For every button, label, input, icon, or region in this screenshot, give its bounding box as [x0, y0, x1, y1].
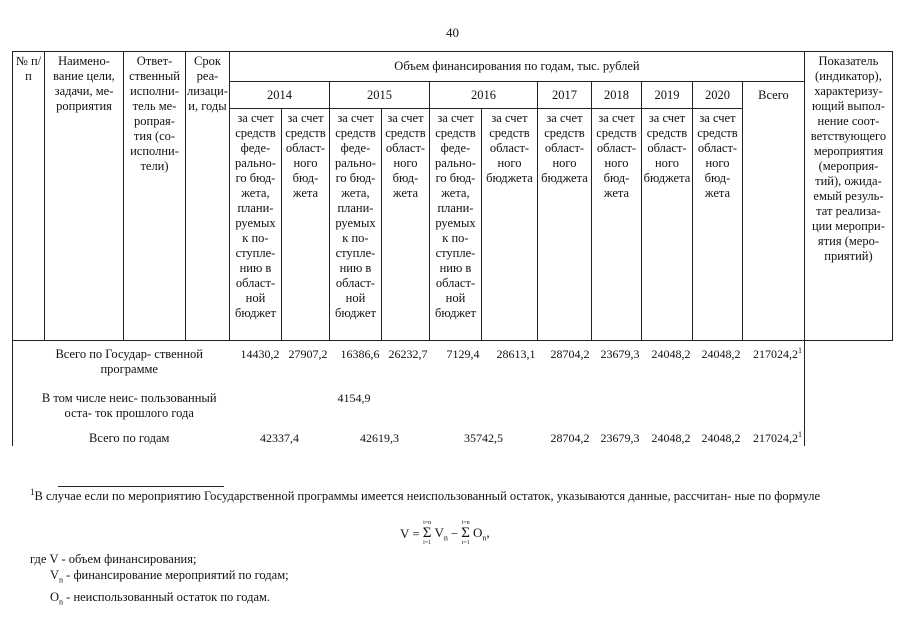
cell-value: 16386,6	[340, 347, 380, 361]
source-reg-2016: за счет средств област- ного бюджета	[481, 109, 537, 341]
row-label: В том числе неис- пользованный оста- ток прошлого года	[13, 391, 230, 421]
year-header-2018: 2018	[591, 82, 641, 109]
year-header-2019: 2019	[641, 82, 692, 109]
source-reg-2019: за счет средств област- ного бюджета	[641, 109, 692, 341]
source-reg-2015: за счет средств област- ного бюд- жета	[381, 109, 429, 341]
formula: V = i=n Σ i=1 $V_n$ − i=n Σ i=1 $O_n$,	[400, 520, 490, 546]
source-fed-2016: за счет средств феде- рально- го бюд- жета, плани- руемых к по- ступле- нию в област- ной бюджет	[429, 109, 481, 341]
year-header-2015: 2015	[329, 82, 429, 109]
cell-total: 217024,2$^1$	[742, 431, 804, 446]
col-responsible-header: Ответ- ственный исполни- тель ме- ропрaя- тия (со- исполни- тели)	[124, 52, 186, 341]
cell-value: 7129,4	[446, 347, 480, 361]
legend-line-vn: $V_n$ - финансирование мероприятий по годам;	[50, 568, 289, 585]
row-label: Всего по Государ- ственной программе	[13, 347, 230, 377]
cell-value: 14430,2	[240, 347, 280, 361]
footnote-text: $^1$В случае если по мероприятию Государственной программы имеется неиспользованный остаток, указываются данные, рассчитан- ные по формуле	[30, 486, 821, 503]
sum-symbol: i=n Σ i=1	[422, 520, 432, 546]
col-num-header: № п/п	[13, 52, 45, 341]
financing-table	[12, 51, 893, 446]
cell-value: 28613,1	[496, 347, 536, 361]
cell-value: 23679,3	[600, 347, 640, 361]
source-reg-2018: за счет средств област- ного бюд- жета	[591, 109, 641, 341]
cell-value: 24048,2	[701, 431, 741, 445]
cell-value: 24048,2	[651, 431, 691, 445]
source-reg-2014: за счет средств област- ного бюд- жета	[281, 109, 329, 341]
cell-value: 42619,3	[359, 431, 399, 445]
source-fed-2015: за счет средств феде- рально- го бюд- жета, плани- руемых к по- ступле- нию в област- ной бюджет	[329, 109, 381, 341]
table-row-unused-balance	[13, 391, 893, 421]
col-indicator-header: Показатель (индикатор), характеризу- ющий выпол- нение соот- ветствующего мероприятия (мероприя- тий), ожида- емый резуль- тат реализа- ции меропри- ятия (меро- приятий)	[804, 52, 892, 341]
year-header-2020: 2020	[692, 82, 742, 109]
cell-value: 24048,2	[701, 347, 741, 361]
cell-value: 28704,2	[550, 431, 590, 445]
year-header-2014: 2014	[229, 82, 329, 109]
table-row-total-program	[13, 347, 893, 377]
page-number: 40	[446, 25, 459, 40]
year-header-2017: 2017	[537, 82, 591, 109]
col-name-header: Наимено- вание цели, задачи, ме- роприятия	[45, 52, 124, 341]
sum-symbol: i=n Σ i=1	[461, 520, 470, 546]
cell-value: 23679,3	[600, 431, 640, 445]
source-reg-2017: за счет средств област- ного бюджета	[537, 109, 591, 341]
source-reg-2020: за счет средств област- ного бюд- жета	[692, 109, 742, 341]
cell-value: 28704,2	[550, 347, 590, 361]
cell-value: 42337,4	[259, 431, 299, 445]
year-header-2016: 2016	[429, 82, 537, 109]
table-row-total-by-years	[13, 431, 893, 446]
legend-line-on: $O_n$ - неиспользованный остаток по годам.	[50, 589, 271, 606]
col-term-header: Срок реа- лизаци- и, годы	[186, 52, 230, 341]
cell-value: 26232,7	[388, 347, 428, 361]
cell-total: 217024,2$^1$	[742, 347, 804, 377]
cell-value: 27907,2	[288, 347, 328, 361]
formula-legend	[30, 551, 289, 610]
col-volume-header: Объем финансирования по годам, тыс. рублей	[229, 52, 804, 82]
legend-line-v: где V - объем финансирования;	[30, 552, 197, 566]
source-fed-2014: за счет средств феде- рально- го бюд- жета, плани- руемых к по- ступле- нию в област- ной бюджет	[229, 109, 281, 341]
cell-value: 4154,9	[337, 391, 371, 405]
row-label: Всего по годам	[13, 431, 230, 446]
footnote-divider	[58, 486, 224, 487]
cell-value: 24048,2	[651, 347, 691, 361]
cell-value: 35742,5	[463, 431, 503, 445]
total-header: Всего	[742, 82, 804, 341]
